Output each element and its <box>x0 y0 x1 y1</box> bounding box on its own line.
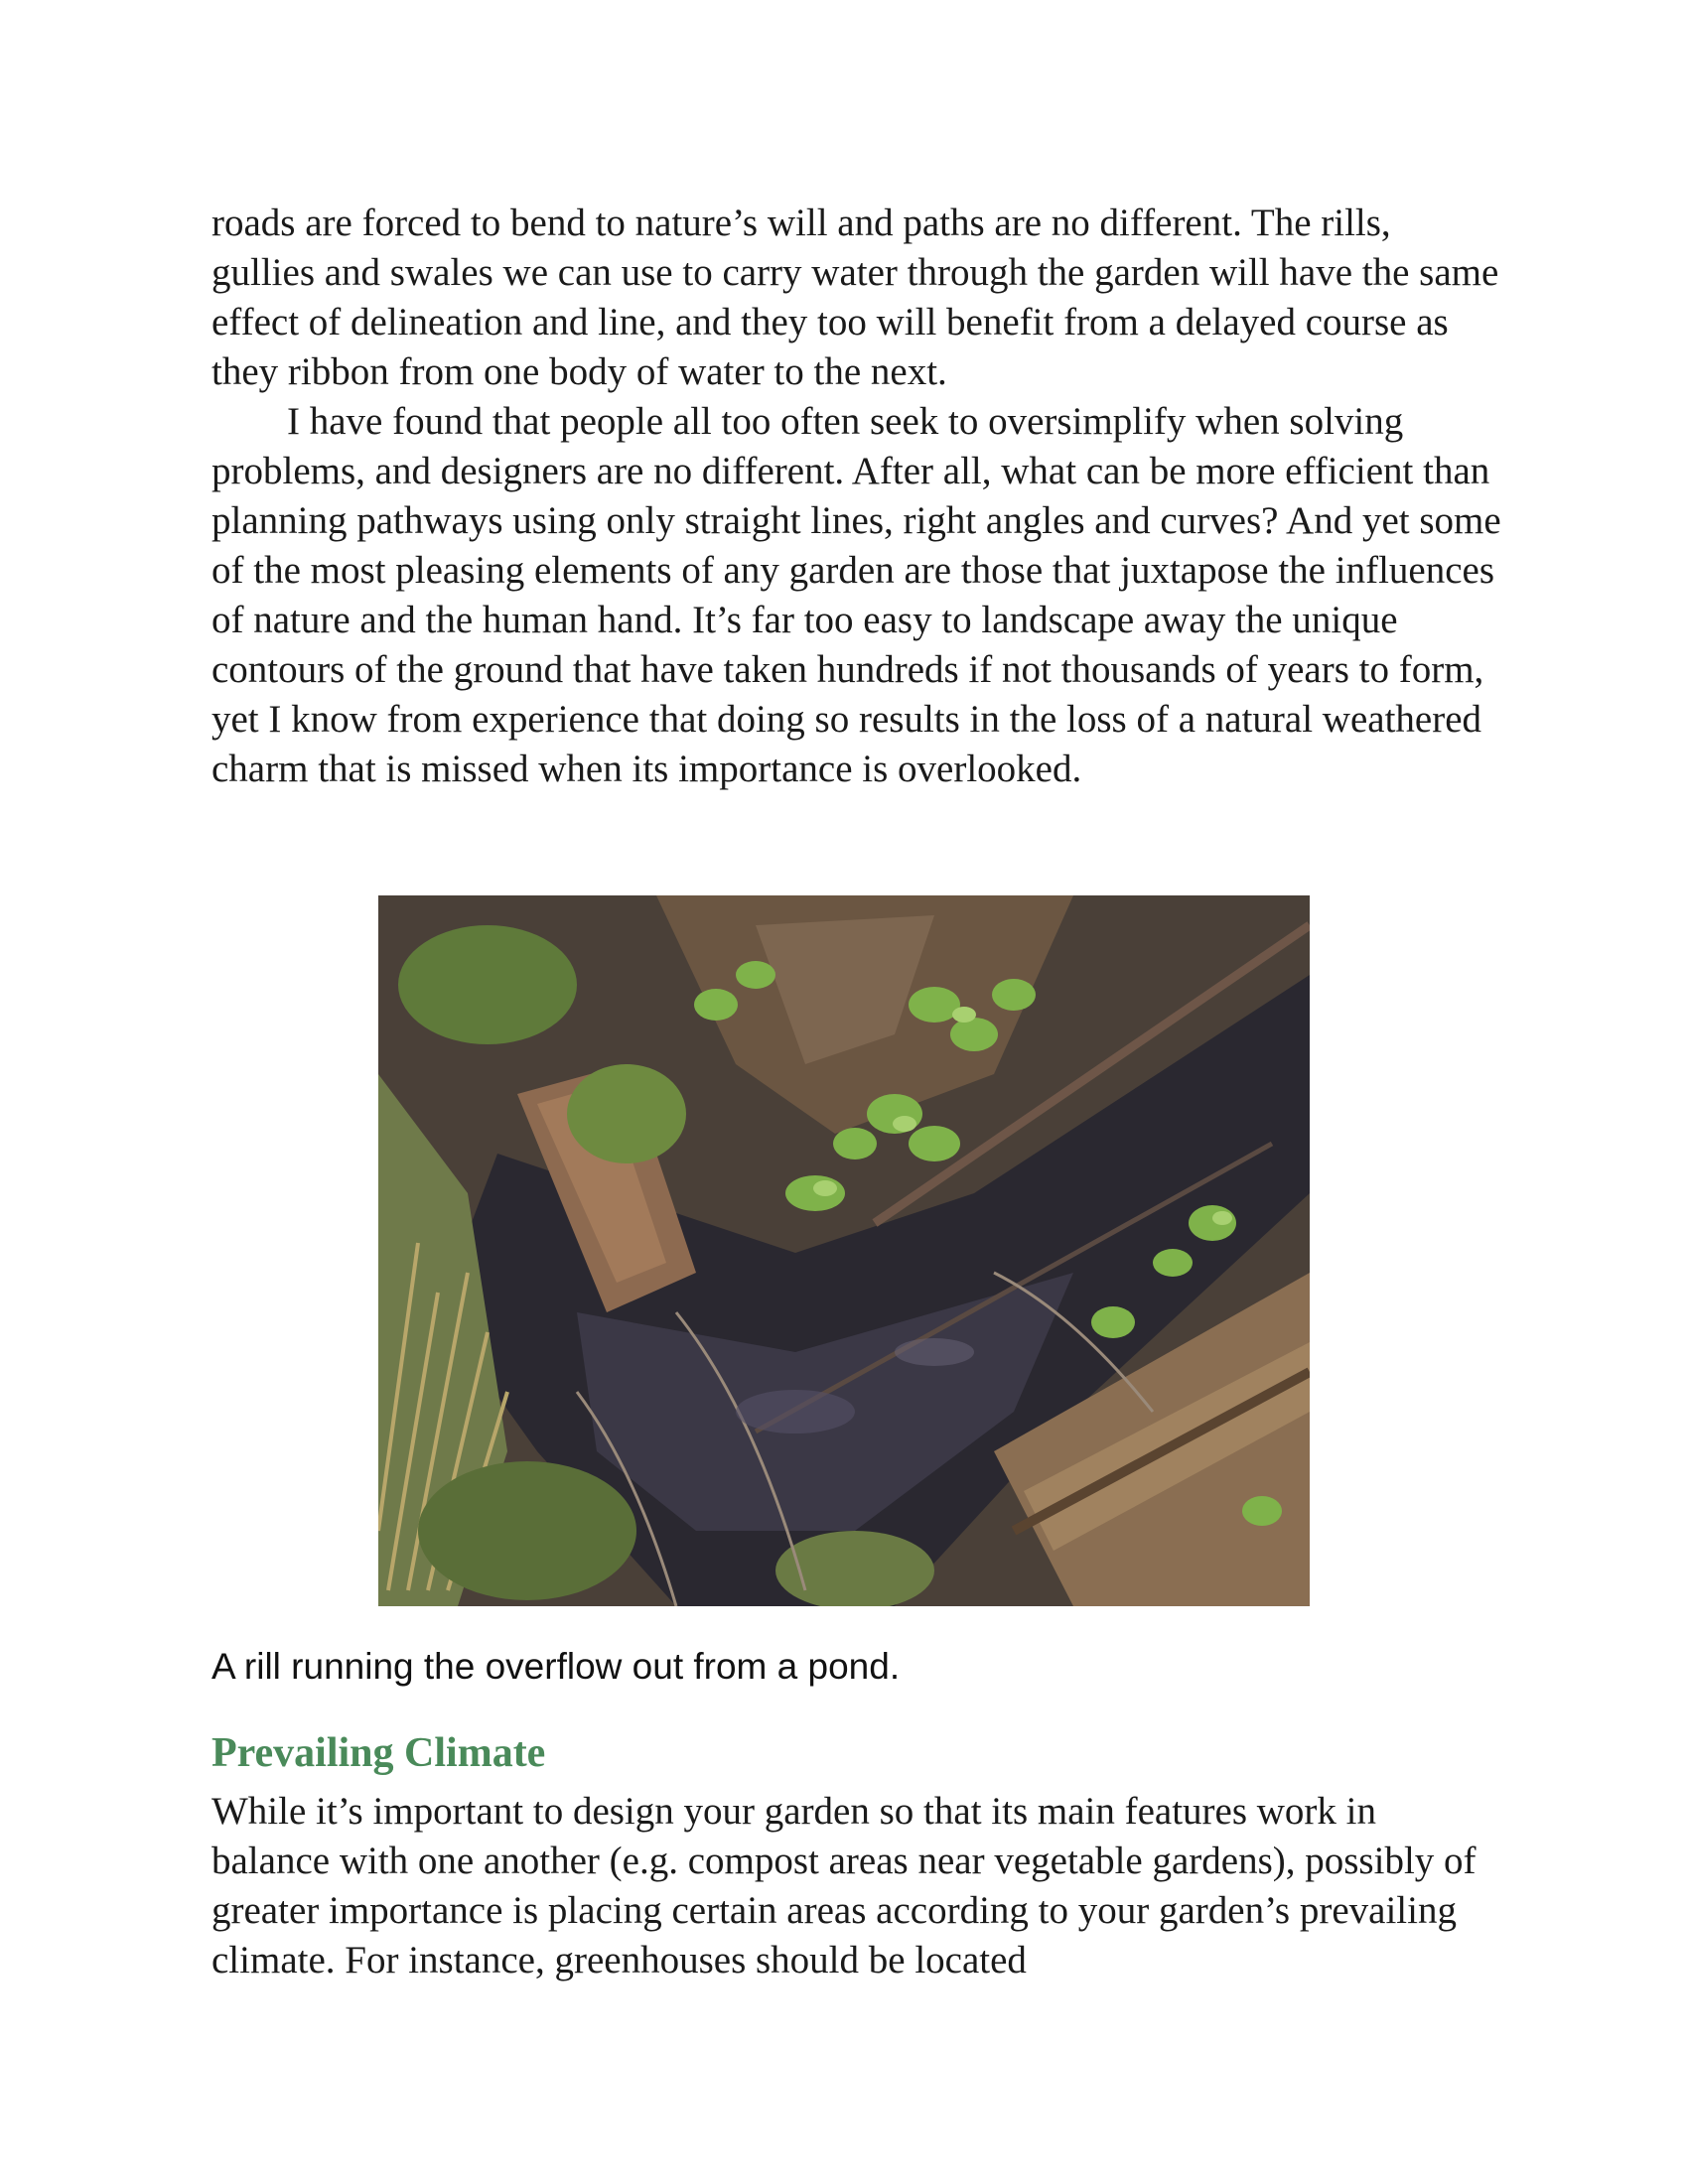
paragraph-climate: While it’s important to design your garden so that its main features work in balance with one another (e.g. compost areas near vegetable gardens), possibly of greater importance is placing certain areas according to your garden’s prevailing climate. For instance, greenhouses should be located <box>211 1790 1477 1981</box>
figure-caption: A rill running the overflow out from a pond. <box>211 1646 901 1687</box>
rill-photo-illustration <box>378 895 1310 1606</box>
rill-photo <box>378 895 1310 1606</box>
paragraph-roads: roads are forced to bend to nature’s will and paths are no different. The rills, gullies and swales we can use to carry water through the garden will have the same effect of delineation and line, and they too will benefit from a delayed course as they ribbon from one body of water to the next. <box>211 202 1499 393</box>
section-heading: Prevailing Climate <box>211 1730 546 1776</box>
paragraph-oversimplify: I have found that people all too often seek to oversimplify when solving problems, and designers are no different. After all, what can be more efficient than planning pathways using only straight lines, right angles and curves? And yet some of the most pleasing elements of any garden are those that juxtapose the influences of nature and the human hand. It’s far too easy to landscape away the unique contours of the ground that have taken hundreds if not thousands of years to form, yet I know from experience that doing so results in the loss of a natural weathered charm that is missed when its importance is overlooked. <box>211 400 1501 790</box>
